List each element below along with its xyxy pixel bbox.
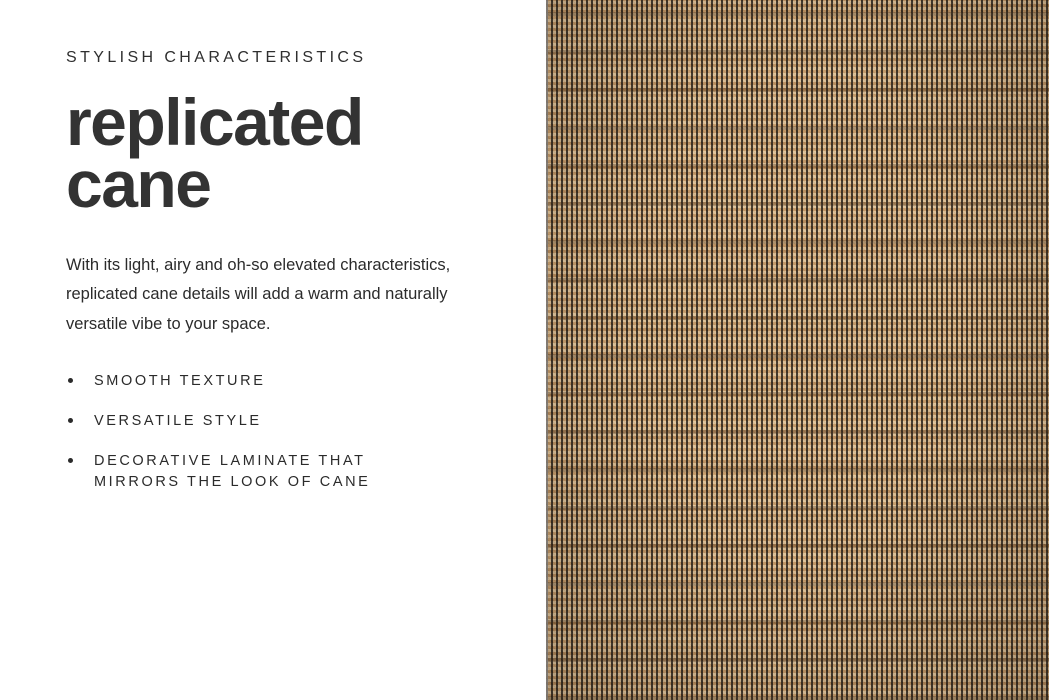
- texture-vignette: [546, 0, 1049, 700]
- list-item-label: VERSATILE STYLE: [94, 412, 262, 429]
- eyebrow-label: STYLISH CHARACTERISTICS: [66, 49, 367, 66]
- cane-texture-image: [546, 0, 1049, 700]
- feature-list: [66, 371, 486, 493]
- bullet-dot-icon: [68, 378, 73, 383]
- list-item: [66, 371, 486, 392]
- list-item-label: DECORATIVE LAMINATE THAT: [94, 452, 366, 469]
- content-block: [66, 48, 486, 493]
- bullet-dot-icon: [68, 418, 73, 423]
- list-item: [66, 411, 486, 432]
- list-item-label: SMOOTH TEXTURE: [94, 372, 266, 389]
- list-item-label-continued: MIRRORS THE LOOK OF CANE: [94, 473, 371, 490]
- bullet-dot-icon: [68, 458, 73, 463]
- panel-divider: [546, 0, 548, 700]
- page-title: [66, 84, 486, 221]
- body-paragraph: With its light, airy and oh-so elevated characteristics, replicated cane details will add a warm and naturally versatile vibe to your space.: [66, 255, 451, 333]
- list-item: [66, 451, 486, 493]
- page-title-line-1: replicated: [66, 84, 363, 159]
- page-title-line-2: cane: [66, 146, 211, 221]
